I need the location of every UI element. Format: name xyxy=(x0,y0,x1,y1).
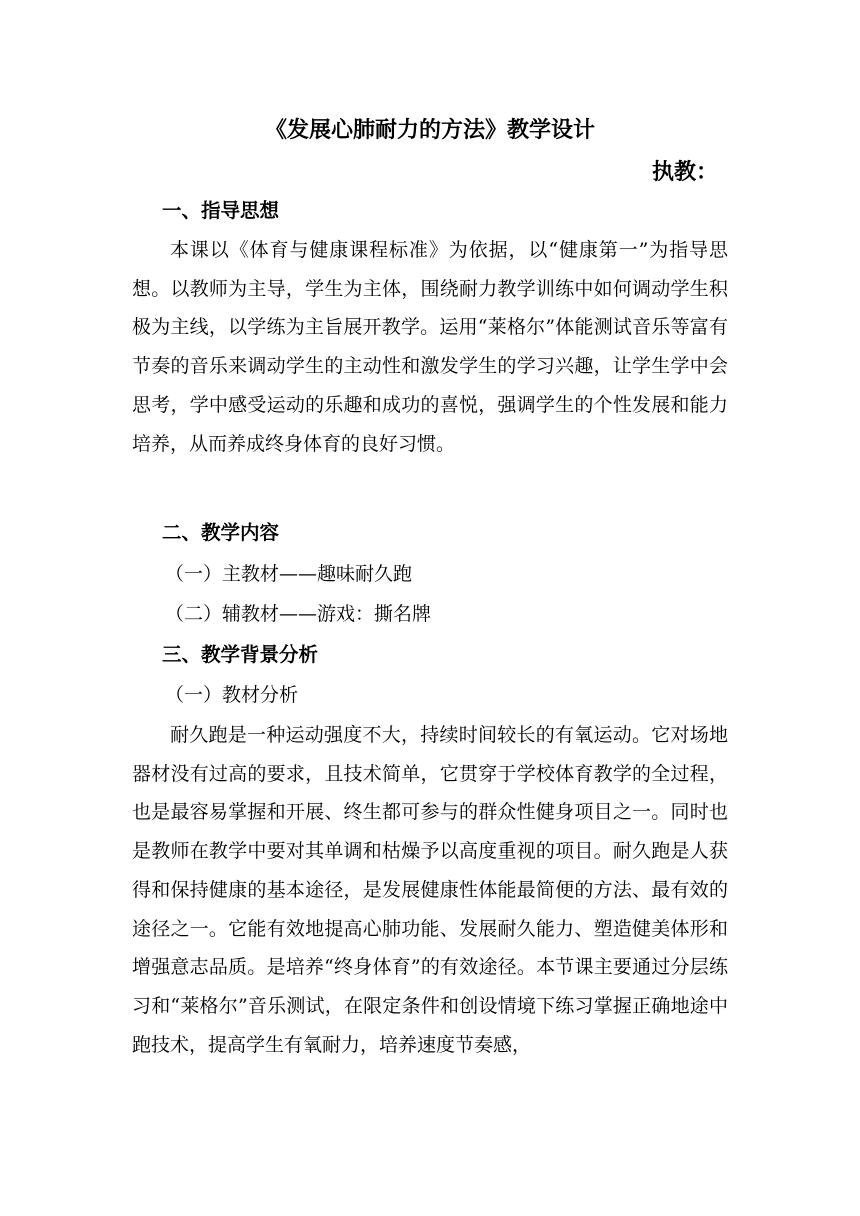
section-heading-background-analysis: 三、教学背景分析 xyxy=(162,643,319,666)
paragraph-material-analysis: 耐久跑是一种运动强度不大，持续时间较长的有氧运动。它对场地器材没有过高的要求，且技术简单，它贯穿于学校体育教学的全过程，也是最容易掌握和开展、终生都可参与的群众性健身项目之一。同时也是教师在教学中要对其单调和枯燥予以高度重视的项目。耐久跑是人获得和保持健康的基本途径，是发展健康性体能最简便的方法、最有效的途径之一。它能有效地提高心肺功能、发展耐久能力、塑造健美体形和增强意志品质。是培养“终身体育”的有效途径。本节课主要通过分层练习和“莱格尔”音乐测试，在限定条件和创设情境下练习掌握正确地途中跑技术，提高学生有氧耐力，培养速度节奏感， xyxy=(132,724,728,1056)
teaching-content-item-auxiliary: （二）辅教材——游戏：撕名牌 xyxy=(165,603,432,625)
teaching-content-item-main: （一）主教材——趣味耐久跑 xyxy=(165,563,413,585)
sub-heading-material-analysis: （一）教材分析 xyxy=(165,684,299,706)
section-heading-guiding-ideology: 一、指导思想 xyxy=(162,199,280,222)
author-label: 执教： xyxy=(651,159,718,185)
section-heading-teaching-content: 二、教学内容 xyxy=(162,521,280,544)
paragraph-guiding-ideology: 本课以《体育与健康课程标准》为依据，以“健康第一”为指导思想。以教师为主导，学生为主体，围绕耐力教学训练中如何调动学生积极为主线，以学练为主旨展开教学。运用“莱格尔”体能测试音乐等富有节奏的音乐来调动学生的主动性和激发学生的学习兴趣，让学生学中会思考，学中感受运动的乐趣和成功的喜悦，强调学生的个性发展和能力培养，从而养成终身体育的良好习惯。 xyxy=(132,239,728,455)
document-title: 《发展心肺耐力的方法》教学设计 xyxy=(264,117,595,143)
